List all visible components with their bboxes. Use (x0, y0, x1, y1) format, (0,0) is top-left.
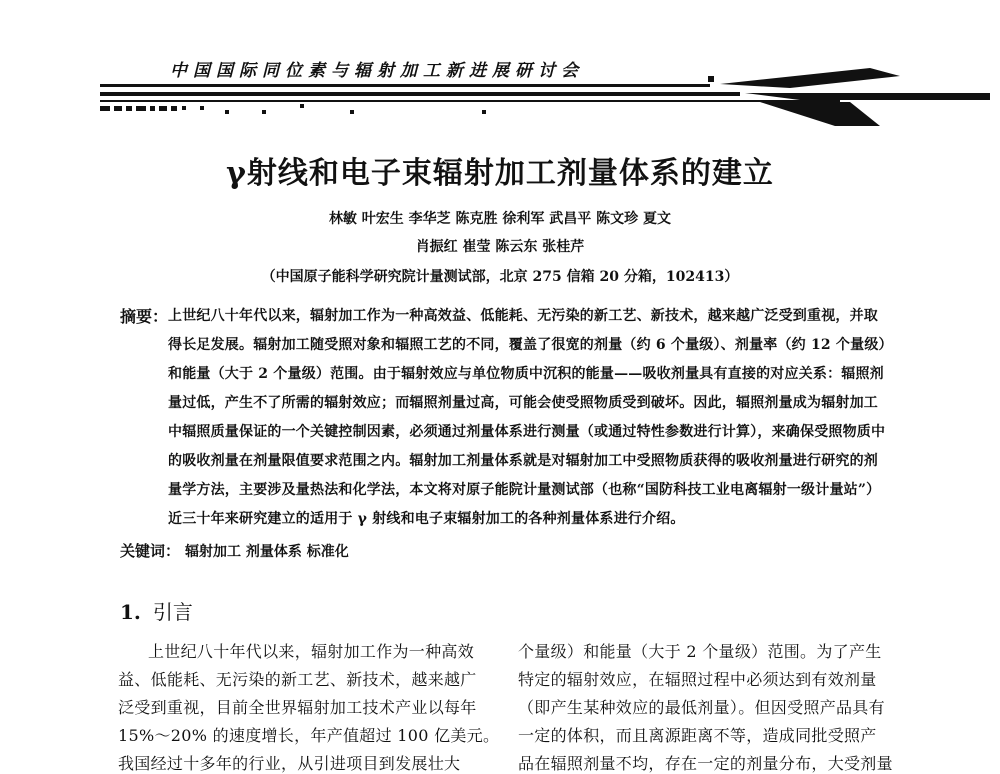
abstract-line: 中辐照质量保证的一个关键控制因素，必须通过剂量体系进行测量（或通过特性参数进行计算），来确保受照物质中 (168, 424, 886, 440)
body-line-left: 益、低能耗、无污染的新工艺、新技术，越来越广 (118, 670, 477, 689)
section-title: 引言 (152, 600, 193, 624)
abstract-line: 量过低，产生不了所需的辐射效应；而辐照剂量过高，可能会使受照物质受到破坏。因此，辐照剂量成为辐射加工 (168, 395, 878, 411)
header-decoration (0, 60, 1000, 130)
section-heading (120, 596, 193, 625)
paper-title: γ射线和电子束辐射加工剂量体系的建立 (226, 156, 774, 191)
section-number: 1. (120, 600, 141, 624)
abstract-line: 近三十年来研究建立的适用于 γ 射线和电子束辐射加工的各种剂量体系进行介绍。 (168, 511, 685, 527)
authors-line-1: 林敏 叶宏生 李华芝 陈克胜 徐利军 武昌平 陈文珍 夏文 (328, 211, 672, 227)
affiliation: （中国原子能科学研究院计量测试部，北京 275 信箱 20 分箱，102413） (261, 269, 739, 285)
keywords-label: 关键词： (120, 542, 181, 560)
body-line-right: 一定的体积，而且离源距离不等，造成同批受照产 (518, 726, 877, 745)
body-line-left: 15%～20% 的速度增长，年产值超过 100 亿美元。 (118, 726, 500, 745)
body-line-right: 特定的辐射效应，在辐照过程中必须达到有效剂量 (518, 670, 877, 689)
abstract-line: 得长足发展。辐射加工随受照对象和辐照工艺的不同，覆盖了很宽的剂量（约 6 个量级）、剂量率（约 12 个量级） (168, 337, 893, 353)
abstract-line: 上世纪八十年代以来，辐射加工作为一种高效益、低能耗、无污染的新工艺、新技术，越来越广泛受到重视，并取 (168, 308, 878, 324)
body-line-right: （即产生某种效应的最低剂量）。但因受照产品具有 (518, 698, 885, 717)
body-line-left: 上世纪八十年代以来，辐射加工作为一种高效 (148, 642, 475, 661)
body-line-left: 泛受到重视，目前全世界辐射加工技术产业以每年 (118, 698, 477, 717)
body-line-right: 个量级）和能量（大于 2 个量级）范围。为了产生 (518, 642, 882, 661)
body-line-left: 我国经过十多年的行业，从引进项目到发展壮大 (118, 754, 461, 773)
body-line-right: 品在辐照剂量不均，存在一定的剂量分布，大受剂量 (518, 754, 893, 773)
abstract-line: 和能量（大于 2 个量级）范围。由于辐射效应与单位物质中沉积的能量——吸收剂量具有直接的对应关系：辐照剂 (168, 366, 884, 382)
conference-name: 中国国际同位素与辐射加工新进展研讨会 (170, 61, 584, 81)
abstract-label: 摘要： (120, 307, 169, 326)
abstract-line: 量学方法，主要涉及量热法和化学法，本文将对原子能院计量测试部（也称“国防科技工业电离辐射一级计量站”） (168, 482, 881, 498)
abstract-line: 的吸收剂量在剂量限值要求范围之内。辐射加工剂量体系就是对辐射加工中受照物质获得的吸收剂量进行研究的剂 (168, 453, 878, 469)
authors-line-2: 肖振红 崔莹 陈云东 张桂芹 (415, 239, 585, 255)
keywords-text: 辐射加工 剂量体系 标准化 (185, 544, 349, 560)
